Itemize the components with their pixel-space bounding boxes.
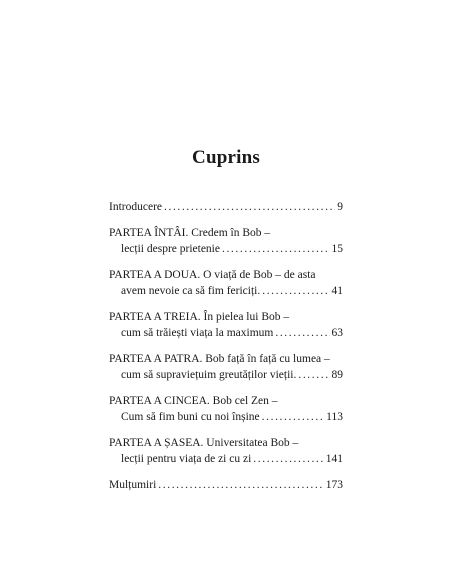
dot-leader bbox=[158, 477, 323, 493]
toc-entry-line bbox=[109, 283, 343, 299]
toc-entry-title: Mulțumiri bbox=[109, 479, 157, 491]
toc-entry-line bbox=[109, 367, 343, 383]
toc-entry-partea-a-cincea bbox=[109, 393, 343, 425]
toc-entry-partea-intai bbox=[109, 225, 343, 257]
toc-page-number: 89 bbox=[331, 369, 343, 381]
toc-entry-title: PARTEA A ȘASEA. Universitatea Bob – bbox=[109, 437, 299, 449]
toc-page-number: 15 bbox=[331, 243, 343, 255]
toc-entry-title: PARTEA ÎNTÂI. Credem în Bob – bbox=[109, 227, 271, 239]
toc-entry-subtitle: cum să supraviețuim greutăților vieții. bbox=[121, 369, 297, 381]
page-title: Cuprins bbox=[192, 147, 260, 168]
toc-entry-subtitle: Cum să fim buni cu noi înșine bbox=[121, 411, 260, 423]
dot-leader bbox=[262, 283, 329, 299]
toc-entry-partea-a-doua bbox=[109, 267, 343, 299]
toc-entry-multumiri bbox=[109, 477, 343, 493]
toc-entry-line bbox=[109, 241, 343, 257]
toc-entry-line bbox=[109, 325, 343, 341]
toc-entry-title: PARTEA A CINCEA. Bob cel Zen – bbox=[109, 395, 278, 407]
dot-leader bbox=[222, 241, 330, 257]
toc-entry-subtitle: avem nevoie ca să fim fericiți. bbox=[121, 285, 261, 297]
toc-page-number: 113 bbox=[326, 411, 343, 423]
toc-entry-title: PARTEA A TREIA. În pielea lui Bob – bbox=[109, 311, 290, 323]
toc-page-number: 9 bbox=[337, 201, 343, 213]
toc-entry-line bbox=[109, 409, 343, 425]
toc-page-number: 63 bbox=[331, 327, 343, 339]
toc-entry-title: Introducere bbox=[109, 201, 162, 213]
toc-entry-partea-a-treia bbox=[109, 309, 343, 341]
toc-entry-title: PARTEA A DOUA. O viață de Bob – de asta bbox=[109, 269, 316, 281]
toc-page-number: 141 bbox=[325, 453, 343, 465]
toc-page-number: 41 bbox=[331, 285, 343, 297]
dot-leader bbox=[298, 367, 329, 383]
dot-leader bbox=[262, 409, 325, 425]
dot-leader bbox=[275, 325, 329, 341]
toc-entry-title: PARTEA A PATRA. Bob față în față cu lumea – bbox=[109, 353, 330, 365]
toc-page-number: 173 bbox=[325, 479, 343, 491]
toc-entry-partea-a-patra bbox=[109, 351, 343, 383]
toc-entry-partea-a-sasea bbox=[109, 435, 343, 467]
dot-leader bbox=[253, 451, 323, 467]
toc-entry-line bbox=[109, 451, 343, 467]
table-of-contents bbox=[109, 199, 343, 503]
toc-entry-subtitle: lecții pentru viața de zi cu zi bbox=[121, 453, 252, 465]
toc-entry-line bbox=[109, 199, 343, 215]
toc-entry-introducere bbox=[109, 199, 343, 215]
dot-leader bbox=[164, 199, 335, 215]
toc-entry-line bbox=[109, 477, 343, 493]
toc-entry-subtitle: lecții despre prietenie bbox=[121, 243, 220, 255]
toc-entry-subtitle: cum să trăiești viața la maximum bbox=[121, 327, 274, 339]
